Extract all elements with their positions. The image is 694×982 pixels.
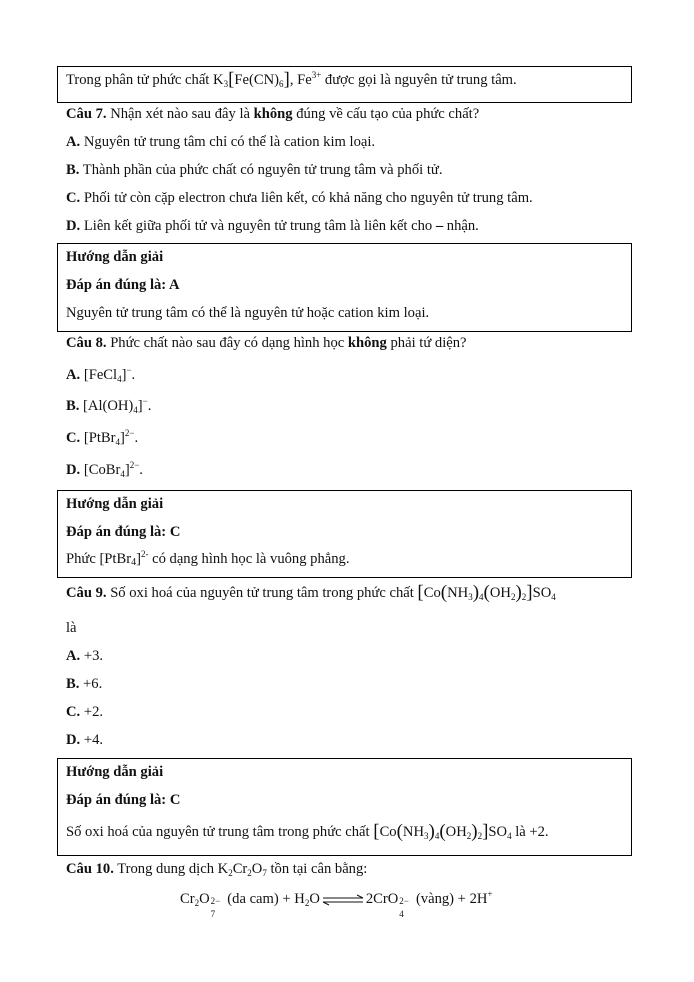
solution-explanation: Nguyên tử trung tâm có thể là nguyên tử hoặc cation kim loại. — [66, 305, 430, 321]
solution-explanation: Số oxi hoá của nguyên tử trung tâm trong phức chất $[Co(NH_3)_4(OH_2)_2]SO_4$ là +2. — [66, 821, 549, 842]
solution-heading: Hướng dẫn giải — [66, 496, 164, 512]
intro-note-text: Trong phân tử phức chất $K_3[Fe(CN)_6]$, $Fe^{3+}$ được gọi là nguyên tử trung tâm. — [66, 69, 517, 90]
question-10-stem: Câu 10. Trong dung dịch $K_2Cr_2O_7$ tồn tại cân bằng: — [66, 861, 368, 878]
question-7-solution-box — [57, 243, 632, 332]
question-9-option-b: B. +6. — [66, 676, 103, 692]
question-8-option-d: D. [CoBr$_4$]$^{2-}$. — [66, 460, 143, 479]
solution-heading: Hướng dẫn giải — [66, 764, 164, 780]
question-9-option-a: A. +3. — [66, 648, 104, 664]
question-7-stem: Câu 7. Nhận xét nào sau đây là không đúng về cấu tạo của phức chất? — [66, 106, 480, 122]
question-9-option-d: D. +4. — [66, 732, 104, 748]
equilibrium-equation: $Cr_2O$ 2− 7 (da $cam) + H_2O$ 2CrO 2− 4 (vàng) + 2H+ — [180, 889, 493, 919]
question-7-option-b: B. Thành phần của phức chất có nguyên tử trung tâm và phối tử. — [66, 162, 443, 178]
question-7-option-a: A. Nguyên tử trung tâm chỉ có thể là cation kim loại. — [66, 134, 376, 150]
solution-answer: Đáp án đúng là: A — [66, 277, 180, 293]
question-8-option-c: C. [PtBr$_4$]$^{2-}$. — [66, 428, 139, 447]
solution-heading: Hướng dẫn giải — [66, 249, 164, 265]
intro-note-box — [57, 66, 632, 103]
solution-explanation: Phức [PtBr$_4$]$^{2-}$ có dạng hình học là vuông phẳng. — [66, 549, 350, 568]
question-9-stem: Câu 9. Số oxi hoá của nguyên tử trung tâm trong phức chất $[Co(NH_3)_4(OH_2)_2]SO_4$ — [66, 582, 556, 603]
solution-answer: Đáp án đúng là: C — [66, 524, 181, 540]
question-8-option-b: B. $[Al(OH)_4]^-$. — [66, 396, 152, 415]
question-9-solution-box — [57, 758, 632, 856]
question-9-option-c: C. +2. — [66, 704, 104, 720]
question-8-option-a: A. [FeCl$_4$]−. — [66, 365, 136, 384]
question-7-option-d: D. Liên kết giữa phối tử và nguyên tử trung tâm là liên kết cho – nhận. — [66, 218, 479, 234]
question-8-solution-box — [57, 490, 632, 578]
equilibrium-arrow-icon — [321, 894, 365, 906]
solution-answer: Đáp án đúng là: C — [66, 792, 181, 808]
question-9-stem-tail: là — [66, 620, 77, 636]
question-8-stem: Câu 8. Phức chất nào sau đây có dạng hình học không phải tứ diện? — [66, 335, 467, 351]
question-7-option-c: C. Phối tử còn cặp electron chưa liên kết, có khả năng cho nguyên tử trung tâm. — [66, 190, 533, 206]
